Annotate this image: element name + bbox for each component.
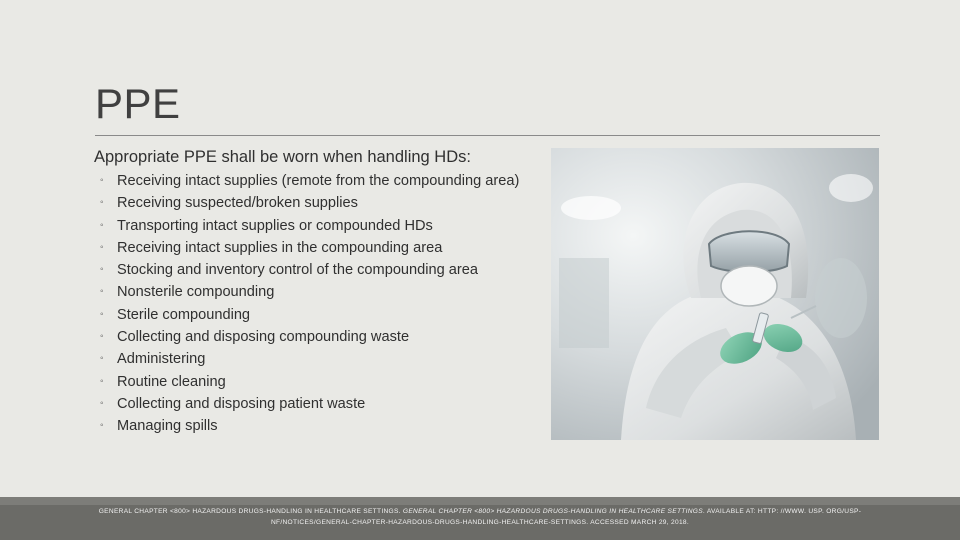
list-item-text: Sterile compounding xyxy=(117,306,251,323)
list-item xyxy=(100,348,519,370)
list-item xyxy=(100,304,519,326)
list-item-text: Receiving intact supplies (remote from the compounding area) xyxy=(117,173,520,189)
ppe-worker-illustration xyxy=(551,148,879,440)
bullet-marker: ◦ xyxy=(100,420,104,432)
bullet-marker: ◦ xyxy=(100,331,104,343)
list-item xyxy=(100,281,519,303)
bullet-marker: ◦ xyxy=(100,197,104,209)
list-item-text: Receiving intact supplies in the compounding area xyxy=(117,239,443,256)
citation-text xyxy=(70,506,890,528)
bullet-marker: ◦ xyxy=(100,397,104,409)
list-item xyxy=(100,259,519,281)
list-item xyxy=(100,192,519,214)
list-item xyxy=(100,326,519,348)
ppe-worker-photo xyxy=(551,148,879,440)
bullet-marker: ◦ xyxy=(100,241,104,253)
list-item-text: Administering xyxy=(117,351,206,368)
slide-title: PPE xyxy=(95,80,181,127)
list-item-text: Collecting and disposing patient waste xyxy=(117,395,366,412)
bullet-list xyxy=(100,170,519,438)
bullet-marker: ◦ xyxy=(100,375,104,387)
list-item-text: Managing spills xyxy=(117,418,218,435)
bullet-marker: ◦ xyxy=(100,353,104,365)
list-item xyxy=(100,170,519,192)
list-item xyxy=(100,371,519,393)
list-item xyxy=(100,393,519,415)
bullet-marker: ◦ xyxy=(100,264,104,276)
list-item xyxy=(100,415,519,437)
bullet-marker: ◦ xyxy=(100,219,104,231)
list-item-text: Transporting intact supplies or compounded HDs xyxy=(117,217,433,234)
list-item xyxy=(100,237,519,259)
intro-text: Appropriate PPE shall be worn when handling HDs: xyxy=(94,148,471,166)
citation-italic-title: GENERAL CHAPTER <800> HAZARDOUS DRUGS-HANDLING IN HEALTHCARE SETTINGS xyxy=(402,508,703,515)
bullet-marker: ◦ xyxy=(100,286,104,298)
list-item-text: Receiving suspected/broken supplies xyxy=(117,195,358,212)
citation-part: . AVAILABLE AT: HTTP: //WWW. USP. ORG/USP-NF/NOTICES/GENERAL-CHAPTER-HAZARDOUS-DRUGS-HANDLING-HEALTHCARE-SETTINGS. ACCESSED MARCH 29, 2018. xyxy=(270,508,862,526)
bullet-marker: ◦ xyxy=(100,175,104,186)
footer-stripe xyxy=(0,497,960,505)
list-item xyxy=(100,215,519,237)
list-item-text: Stocking and inventory control of the compounding area xyxy=(117,262,479,279)
list-item-text: Collecting and disposing compounding waste xyxy=(117,329,410,346)
bullet-marker: ◦ xyxy=(100,308,104,320)
list-item-text: Routine cleaning xyxy=(117,373,226,390)
citation-part: GENERAL CHAPTER <800> HAZARDOUS DRUGS-HANDLING IN HEALTHCARE SETTINGS. xyxy=(98,508,403,515)
list-item-text: Nonsterile compounding xyxy=(117,284,275,301)
title-divider xyxy=(95,135,880,136)
